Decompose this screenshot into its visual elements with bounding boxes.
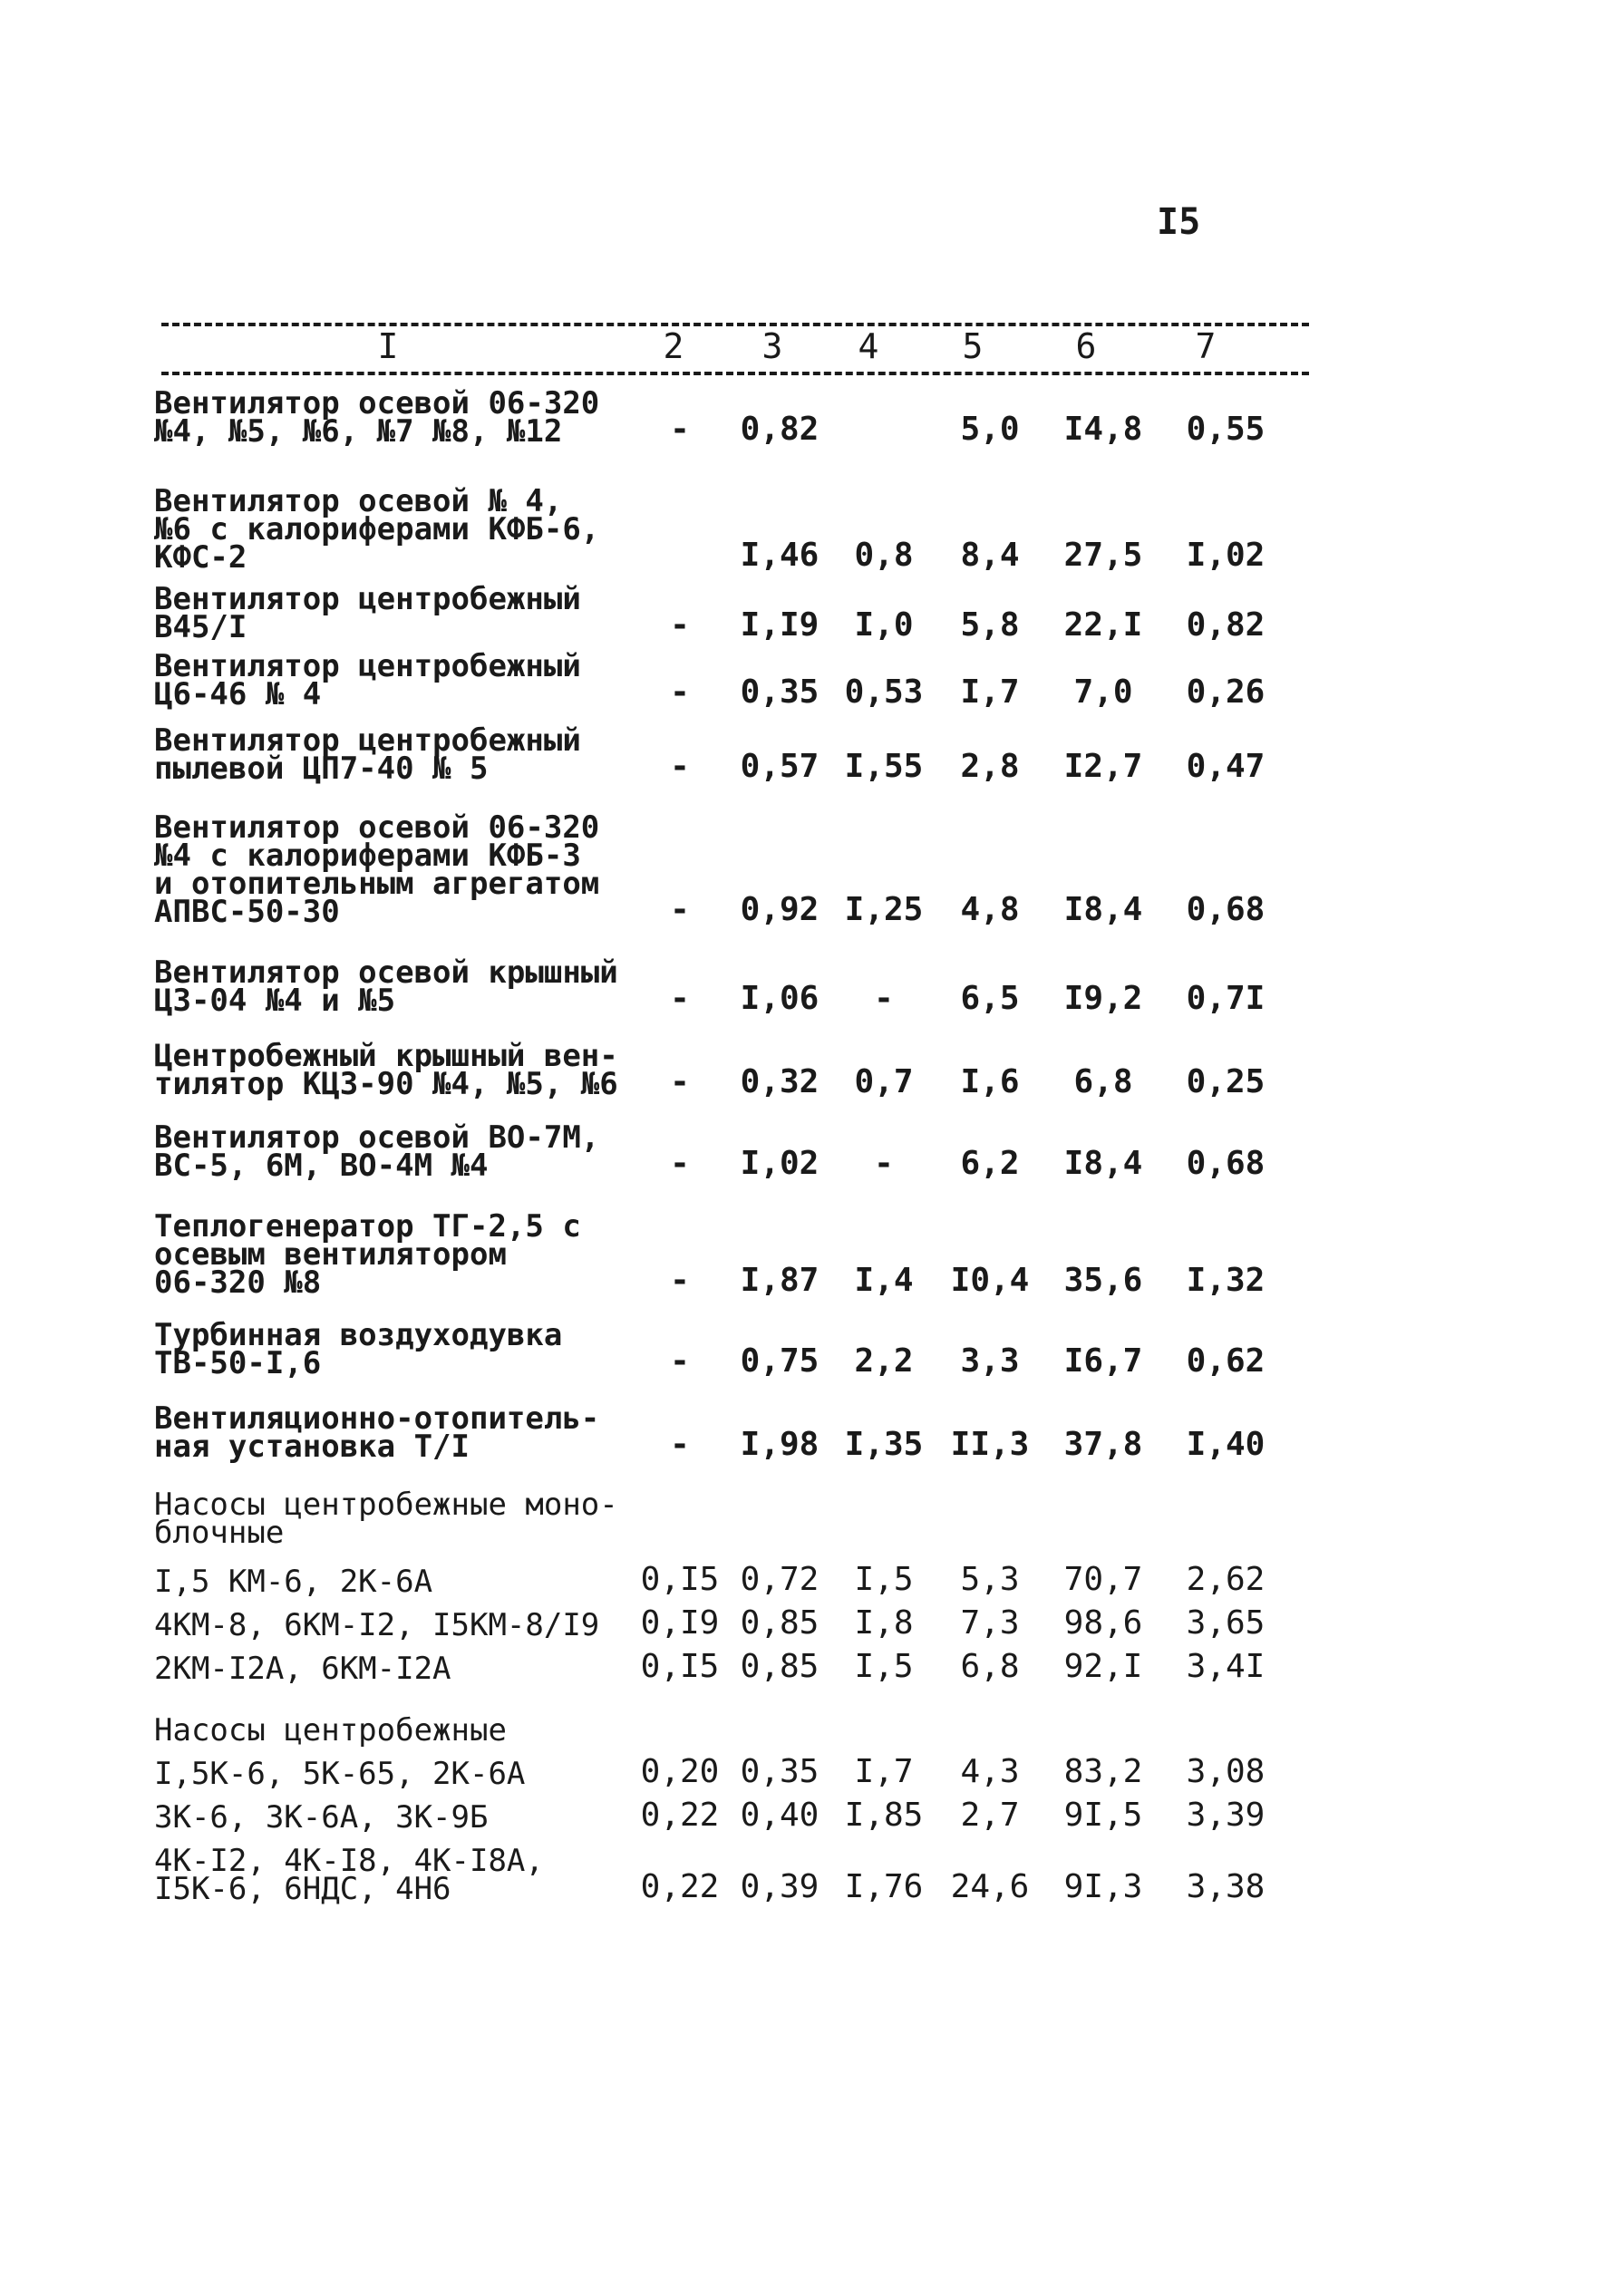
cell-col-2: -	[670, 1426, 690, 1463]
row-name	[154, 1756, 626, 1792]
cell-col-6: I8,4	[1063, 1145, 1143, 1182]
cell-col-3: 0,92	[740, 891, 820, 928]
row-name	[154, 648, 626, 712]
row-name-line: тилятор КЦ3-90 №4, №5, №6	[154, 1066, 618, 1102]
row-name-line: Вентилятор центробежный	[154, 648, 581, 684]
cell-col-5: 6,8	[960, 1648, 1020, 1685]
table-row	[154, 581, 1314, 645]
cell-col-6: 7,0	[1073, 673, 1133, 711]
cell-col-2: -	[670, 748, 690, 785]
cell-col-4: 0,8	[854, 537, 914, 574]
row-name-line: Центробежный крышный вен-	[154, 1038, 618, 1074]
cell-col-3: 0,35	[740, 1753, 820, 1790]
cell-col-2: -	[670, 1145, 690, 1182]
cell-col-7: 3,4I	[1186, 1648, 1266, 1685]
cell-col-5: 5,8	[960, 606, 1020, 644]
cell-col-4: -	[874, 980, 894, 1017]
cell-col-6: 9I,5	[1063, 1797, 1143, 1834]
cell-col-3: 0,39	[740, 1868, 820, 1905]
row-name	[154, 1564, 626, 1600]
cell-col-5: 7,3	[960, 1604, 1020, 1642]
cell-col-7: 0,55	[1186, 411, 1266, 448]
cell-col-2: -	[670, 411, 690, 448]
cell-col-7: I,02	[1186, 537, 1266, 574]
cell-col-5: 8,4	[960, 537, 1020, 574]
row-name	[154, 1487, 626, 1551]
cell-col-3: I,87	[740, 1262, 820, 1299]
cell-col-2: 0,22	[640, 1797, 720, 1834]
cell-col-7: I,32	[1186, 1262, 1266, 1299]
row-name-line: АПВС-50-30	[154, 894, 340, 930]
table-row	[154, 1208, 1314, 1301]
cell-col-3: I,I9	[740, 606, 820, 644]
table-row	[154, 648, 1314, 712]
cell-col-4: 0,53	[844, 673, 924, 711]
cell-col-5: 24,6	[950, 1868, 1030, 1905]
cell-col-5: I0,4	[950, 1262, 1030, 1299]
cell-col-7: 0,26	[1186, 673, 1266, 711]
cell-col-4: I,76	[844, 1868, 924, 1905]
cell-col-4: I,85	[844, 1797, 924, 1834]
cell-col-2: -	[670, 1342, 690, 1380]
row-name	[154, 1400, 626, 1465]
row-name-line: Вентилятор осевой № 4,	[154, 483, 563, 519]
cell-col-7: 0,7I	[1186, 980, 1266, 1017]
header-rule-bottom	[161, 372, 1309, 375]
row-name-line: 4КМ-8, 6КМ-I2, I5КМ-8/I9	[154, 1607, 600, 1643]
cell-col-3: I,98	[740, 1426, 820, 1463]
cell-col-2: 0,22	[640, 1868, 720, 1905]
cell-col-7: 0,47	[1186, 748, 1266, 785]
cell-col-3: 0,40	[740, 1797, 820, 1834]
cell-col-7: 2,62	[1186, 1561, 1266, 1598]
cell-col-7: 3,08	[1186, 1753, 1266, 1790]
table-row	[154, 1648, 1314, 1687]
row-name-line: Ц6-46 № 4	[154, 676, 322, 712]
row-name-line: осевым вентилятором	[154, 1236, 507, 1273]
row-name-line: №6 с калориферами КФБ-6,	[154, 511, 600, 547]
cell-col-5: 6,2	[960, 1145, 1020, 1182]
cell-col-5: 5,0	[960, 411, 1020, 448]
row-name-line: Вентилятор центробежный	[154, 581, 581, 617]
cell-col-2: 0,I5	[640, 1561, 720, 1598]
row-name	[154, 954, 626, 1019]
table-header	[161, 326, 1309, 370]
cell-col-4: I,25	[844, 891, 924, 928]
table-row	[154, 1317, 1314, 1381]
cell-col-4: I,5	[854, 1648, 914, 1685]
row-name-line: Вентилятор осевой крышный	[154, 954, 618, 991]
row-name-line: №4 с калориферами КФБ-3	[154, 838, 581, 874]
cell-col-6: 9I,3	[1063, 1868, 1143, 1905]
row-name	[154, 1317, 626, 1381]
cell-col-2: 0,I5	[640, 1648, 720, 1685]
table-row	[154, 954, 1314, 1019]
row-name-line: В45/I	[154, 609, 247, 645]
table-row	[154, 1753, 1314, 1792]
table-row	[154, 483, 1314, 576]
row-name-line: ВС-5, 6М, ВО-4М №4	[154, 1148, 489, 1184]
cell-col-4: 2,2	[854, 1342, 914, 1380]
cell-col-4: -	[874, 1145, 894, 1182]
cell-col-2: 0,I9	[640, 1604, 720, 1642]
table-row	[154, 1487, 1314, 1551]
col-header-2: 2	[663, 326, 684, 366]
row-name	[154, 1651, 626, 1687]
cell-col-3: 0,57	[740, 748, 820, 785]
row-name	[154, 722, 626, 787]
cell-col-3: 0,32	[740, 1063, 820, 1100]
col-header-4: 4	[858, 326, 879, 366]
table-row	[154, 385, 1314, 450]
cell-col-6: I8,4	[1063, 891, 1143, 928]
cell-col-7: 3,39	[1186, 1797, 1266, 1834]
cell-col-7: 3,65	[1186, 1604, 1266, 1642]
row-name-line: и отопительным агрегатом	[154, 866, 600, 902]
cell-col-3: I,06	[740, 980, 820, 1017]
cell-col-6: I6,7	[1063, 1342, 1143, 1380]
table-row	[154, 722, 1314, 787]
row-name-line: Вентилятор осевой 06-320	[154, 385, 600, 421]
cell-col-3: I,46	[740, 537, 820, 574]
col-header-6: 6	[1075, 326, 1097, 366]
row-name-line: №4, №5, №6, №7 №8, №12	[154, 413, 563, 450]
cell-col-5: 5,3	[960, 1561, 1020, 1598]
cell-col-6: 92,I	[1063, 1648, 1143, 1685]
cell-col-5: 4,8	[960, 891, 1020, 928]
row-name-line: Насосы центробежные	[154, 1712, 507, 1749]
cell-col-3: 0,85	[740, 1648, 820, 1685]
row-name-line: ТВ-50-I,6	[154, 1345, 322, 1381]
page-number: I5	[1157, 201, 1201, 243]
row-name	[154, 1712, 626, 1749]
row-name-line: Вентилятор осевой ВО-7М,	[154, 1119, 600, 1156]
cell-col-3: 0,85	[740, 1604, 820, 1642]
row-name	[154, 809, 626, 930]
row-name-line: Насосы центробежные моно-	[154, 1487, 618, 1523]
row-name-line: 4К-I2, 4К-I8, 4К-I8А,	[154, 1843, 544, 1879]
cell-col-7: 0,62	[1186, 1342, 1266, 1380]
row-name	[154, 1607, 626, 1643]
row-name	[154, 385, 626, 450]
cell-col-3: I,02	[740, 1145, 820, 1182]
row-name	[154, 1843, 626, 1907]
row-name	[154, 1208, 626, 1301]
row-name-line: I5К-6, 6НДС, 4Н6	[154, 1871, 451, 1907]
cell-col-5: I,6	[960, 1063, 1020, 1100]
col-header-5: 5	[962, 326, 984, 366]
cell-col-5: 4,3	[960, 1753, 1020, 1790]
cell-col-4: I,5	[854, 1561, 914, 1598]
row-name	[154, 1119, 626, 1184]
cell-col-4: I,8	[854, 1604, 914, 1642]
cell-col-7: 0,82	[1186, 606, 1266, 644]
row-name-line: Вентиляционно-отопитель-	[154, 1400, 600, 1437]
cell-col-5: 2,8	[960, 748, 1020, 785]
col-header-3: 3	[761, 326, 783, 366]
cell-col-4: I,35	[844, 1426, 924, 1463]
cell-col-2: -	[670, 980, 690, 1017]
cell-col-2: 0,20	[640, 1753, 720, 1790]
row-name-line: ная установка Т/I	[154, 1429, 470, 1465]
table-row	[154, 1712, 1314, 1749]
cell-col-6: 35,6	[1063, 1262, 1143, 1299]
row-name	[154, 1038, 626, 1102]
cell-col-5: 2,7	[960, 1797, 1020, 1834]
row-name	[154, 1799, 626, 1836]
row-name-line: Вентилятор центробежный	[154, 722, 581, 759]
cell-col-6: 27,5	[1063, 537, 1143, 574]
cell-col-6: 70,7	[1063, 1561, 1143, 1598]
cell-col-5: II,3	[950, 1426, 1030, 1463]
cell-col-6: I9,2	[1063, 980, 1143, 1017]
cell-col-6: 98,6	[1063, 1604, 1143, 1642]
cell-col-2: -	[670, 1063, 690, 1100]
cell-col-4: I,55	[844, 748, 924, 785]
row-name	[154, 483, 626, 576]
cell-col-7: 0,68	[1186, 891, 1266, 928]
cell-col-6: 37,8	[1063, 1426, 1143, 1463]
table-row	[154, 1400, 1314, 1465]
cell-col-7: 0,68	[1186, 1145, 1266, 1182]
col-header-1: I	[377, 326, 399, 366]
table-row	[154, 809, 1314, 930]
row-name-line: блочные	[154, 1515, 285, 1551]
cell-col-2: -	[670, 1262, 690, 1299]
row-name-line: I,5 КМ-6, 2К-6А	[154, 1564, 433, 1600]
cell-col-2: -	[670, 673, 690, 711]
table-row	[154, 1604, 1314, 1643]
cell-col-3: 0,35	[740, 673, 820, 711]
cell-col-3: 0,72	[740, 1561, 820, 1598]
row-name-line: Вентилятор осевой 06-320	[154, 809, 600, 846]
cell-col-5: I,7	[960, 673, 1020, 711]
cell-col-4: 0,7	[854, 1063, 914, 1100]
cell-col-2: -	[670, 891, 690, 928]
cell-col-6: I4,8	[1063, 411, 1143, 448]
cell-col-3: 0,75	[740, 1342, 820, 1380]
table-row	[154, 1038, 1314, 1102]
table-row	[154, 1843, 1314, 1907]
cell-col-7: 3,38	[1186, 1868, 1266, 1905]
cell-col-6: I2,7	[1063, 748, 1143, 785]
row-name-line: 06-320 №8	[154, 1264, 322, 1301]
row-name-line: пылевой ЦП7-40 № 5	[154, 751, 489, 787]
cell-col-4: I,7	[854, 1753, 914, 1790]
cell-col-3: 0,82	[740, 411, 820, 448]
col-header-7: 7	[1195, 326, 1217, 366]
row-name-line: 3К-6, 3К-6А, 3К-9Б	[154, 1799, 489, 1836]
row-name-line: КФС-2	[154, 539, 247, 576]
cell-col-2: -	[670, 606, 690, 644]
row-name-line: I,5К-6, 5К-65, 2К-6А	[154, 1756, 526, 1792]
table-row	[154, 1797, 1314, 1836]
cell-col-4: I,0	[854, 606, 914, 644]
row-name-line: Теплогенератор ТГ-2,5 с	[154, 1208, 581, 1245]
cell-col-7: 0,25	[1186, 1063, 1266, 1100]
row-name-line: Ц3-04 №4 и №5	[154, 983, 396, 1019]
cell-col-6: 83,2	[1063, 1753, 1143, 1790]
cell-col-6: 6,8	[1073, 1063, 1133, 1100]
cell-col-5: 3,3	[960, 1342, 1020, 1380]
table-row	[154, 1119, 1314, 1184]
cell-col-7: I,40	[1186, 1426, 1266, 1463]
cell-col-5: 6,5	[960, 980, 1020, 1017]
cell-col-6: 22,I	[1063, 606, 1143, 644]
table-row	[154, 1561, 1314, 1600]
row-name	[154, 581, 626, 645]
row-name-line: Турбинная воздуходувка	[154, 1317, 563, 1353]
row-name-line: 2КМ-I2А, 6КМ-I2А	[154, 1651, 451, 1687]
cell-col-4: I,4	[854, 1262, 914, 1299]
